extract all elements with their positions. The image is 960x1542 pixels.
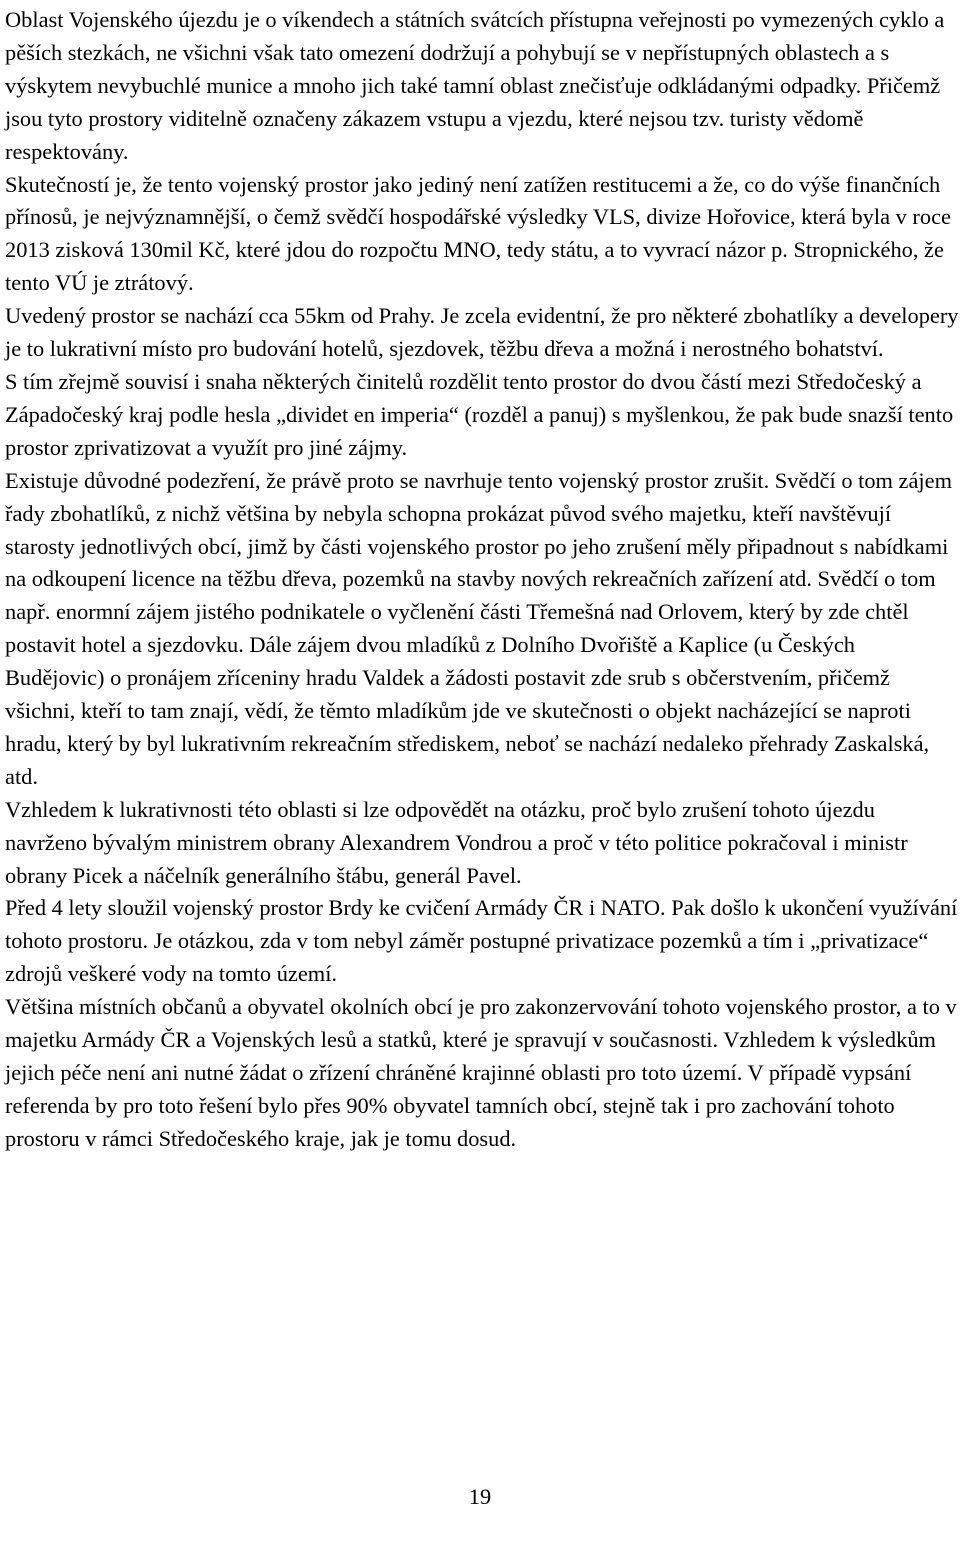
paragraph-restitution-profit: Skutečností je, že tento vojenský prostor jako jediný není zatížen restitucemi a že, co do výše finančních přínosů, je nejvýznamnější, o čemž svědčí hospodářské výsledky VLS, divize Hořovice, která byla v roce 2013 zisková 130mil Kč, které jdou do rozpočtu MNO, tedy státu, a to vyvrací názor p. Stropnického, že tento VÚ je ztrátový.	[5, 171, 951, 296]
paragraph-local-citizens: Většina místních občanů a obyvatel okolních obcí je pro zakonzervování tohoto vojenského prostor, a to v majetku Armády ČR a Vojenských lesů a statků, které je spravují v současnosti. Vzhledem k výsledkům jejich péče není ani nutné žádat o zřízení chráněné krajinné oblasti pro toto území. V případě vypsání referenda by pro toto řešení bylo přes 90% obyvatel tamních obcí, stejně tak i pro zachování tohoto prostoru v rámci Středočeského kraje, jak je tomu dosud.	[5, 994, 957, 1151]
paragraph-location-prague: Uvedený prostor se nachází cca 55km od Prahy. Je zcela evidentní, že pro některé zbohatlíky a developery je to lukrativní místo pro budování hotelů, sjezdovek, těžbu dřeva a možná i nerostného bohatství.	[5, 303, 959, 362]
paragraph-public-access: Oblast Vojenského újezdu je o víkendech a státních svátcích přístupna veřejnosti po vymezených cyklo a pěších stezkách, ne všichni však tato omezení dodržují a pohybují se v nepřístupných oblastech a s výskytem nevybuchlé munice a mnoho jich také tamní oblast znečisťuje odkládanými odpadky. Přičemž jsou tyto prostory viditelně označeny zákazem vstupu a vjezdu, které nejsou tzv. turisty vědomě respektovány.	[5, 7, 945, 164]
paragraph-ministers: Vzhledem k lukrativnosti této oblasti si lze odpovědět na otázku, proč bylo zrušení tohoto újezdu navrženo bývalým ministrem obrany Alexandrem Vondrou a proč v této politice pokračoval i ministr obrany Picek a náčelník generálního štábu, generál Pavel.	[5, 796, 908, 888]
page-number: 19	[468, 1484, 492, 1509]
paragraph-suspicion: Existuje důvodné podezření, že právě proto se navrhuje tento vojenský prostor zrušit. Svědčí o tom zájem řady zbohatlíků, z nichž většina by nebyla schopna prokázat původ svého majetku, kteří navštěvují starosty jednotlivých obcí, jimž by části vojenského prostor po jeho zrušení měly připadnout s nabídkami na odkoupení licence na těžbu dřeva, pozemků na stavby nových rekreačních zařízení atd. Svědčí o tom např. enormní zájem jistého podnikatele o vyčlenění části Třemešná nad Orlovem, který by zde chtěl postavit hotel a sjezdovku. Dále zájem dvou mladíků z Dolního Dvořiště a Kaplice (u Českých Budějovic) o pronájem zříceniny hradu Valdek a žádosti postavit zde srub s občerstvením, přičemž všichni, kteří to tam znají, vědí, že těmto mladíkům jde ve skutečnosti o objekt nacházející se naproti hradu, který by byl lukrativním rekreačním střediskem, neboť se nachází nedaleko přehrady Zaskalská, atd.	[5, 467, 952, 789]
paragraph-division-regions: S tím zřejmě souvisí i snaha některých činitelů rozdělit tento prostor do dvou částí mezi Středočeský a Západočeský kraj podle hesla „dividet en imperia“ (rozděl a panuj) s myšlenkou, že pak bude snazší tento prostor zprivatizovat a využít pro jiné zájmy.	[5, 368, 954, 460]
paragraph-brdy-training: Před 4 lety sloužil vojenský prostor Brdy ke cvičení Armády ČR i NATO. Pak došlo k ukončení využívání tohoto prostoru. Je otázkou, zda v tom nebyl záměr postupné privatizace pozemků a tím i „privatizace“ zdrojů veškeré vody na tomto území.	[5, 895, 958, 987]
document-body	[5, 4, 960, 1156]
